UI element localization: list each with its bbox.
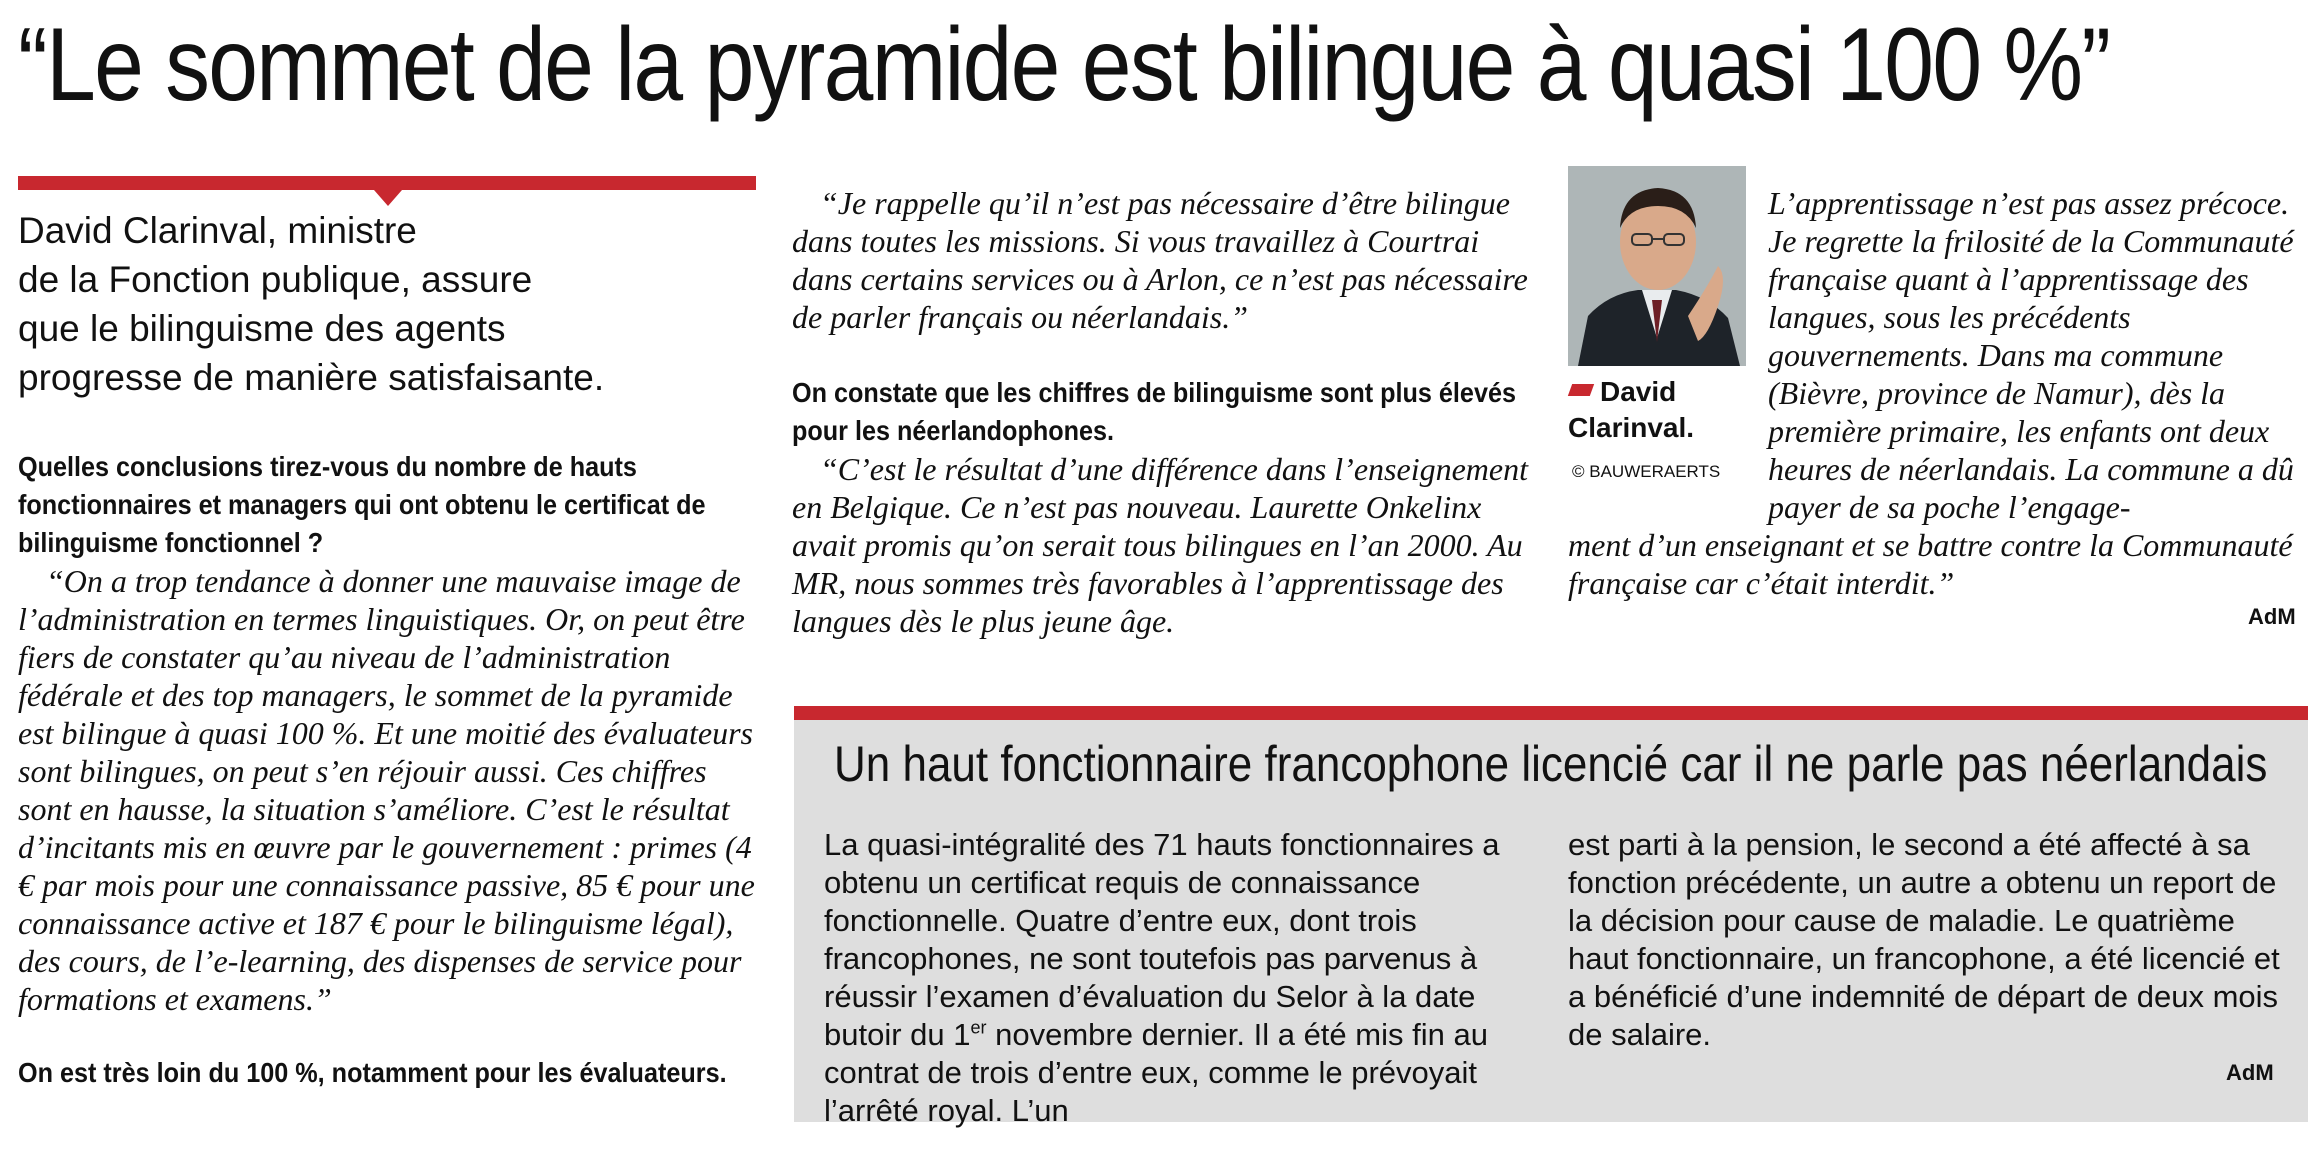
answer-3-text: “C’est le résultat d’une différence dans l’enseignement en Belgique. Ce n’est pas nouveau. Laurette Onkelinx avait promis qu’on serait tous bilingues en l’an 2000. Au MR, nous sommes très favorables à l’apprentissage des langues dès le plus jeune âge. [792,451,1528,639]
signature: AdM [2248,604,2296,629]
answer-4-below: ment d’un enseignant et se battre contre la Communauté française car c’était interdit.” [1568,527,2293,601]
intro-line: de la Fonction publique, assure [18,259,533,300]
box-red-rule [794,706,2308,720]
box-title: Un haut fonctionnaire francophone licencié car il ne parle pas néerlandais [834,736,2268,792]
photo-caption-name: David Clarinval. [1568,376,1695,443]
box-column-right [1568,826,2280,1054]
box-right-text: est parti à la pension, le second a été affecté à sa fonction précédente, un autre a obtenu un report de la décision pour cause de maladie. Le quatrième haut fonctionnaire, un francophone, a été licencié et a bénéficié d’une indemnité de départ de deux mois de salaire. [1568,827,2280,1052]
rule-notch [374,190,402,206]
intro-line: progresse de manière satisfaisante. [18,357,605,398]
portrait-illustration [1568,166,1746,366]
question-2: On est très loin du 100 %, notamment pour les évaluateurs. [18,1057,727,1088]
answer-3 [792,450,1528,640]
answer-1-text: “On a trop tendance à donner une mauvaise image de l’administration en termes linguistiques. Or, on peut être fiers de constater qu’au niveau de l’administration fédérale et des top managers, le sommet de la pyramide est bilingue à quasi 100 %. Et une moitié des évaluateurs sont bilingues, on peut s’en réjouir aussi. Ces chiffres sont en hausse, la situation s’améliore. C’est le résultat d’incitants mis en œuvre par le gouvernement : primes (4 € par mois pour une connaissance passive, 85 € pour une connaissance active et 187 € pour le bilinguisme légal), des cours, de l’e-learning, des dispenses de service pour formations et examens.” [18,563,755,1017]
answer-2 [792,184,1528,336]
intro-line: que le bilinguisme des agents [18,308,506,349]
box-column-left [824,826,1536,1130]
answer-2-text: “Je rappelle qu’il n’est pas nécessaire d’être bilingue dans toutes les missions. Si vous travaillez à Courtrai dans certains services ou à Arlon, ce n’est pas nécessaire de parler français ou néerlandais.” [792,185,1528,335]
headline: “Le sommet de la pyramide est bilingue à quasi 100 %” [18,7,2110,123]
box-left-sup: er [970,1017,987,1038]
photo-caption [1568,374,1748,446]
photo-credit: © BAUWERAERTS [1572,462,1721,481]
intro-line: David Clarinval, ministre [18,210,417,251]
intro-lede [18,206,758,402]
question-3: On constate que les chiffres de bilinguisme sont plus élevés pour les néerlandophones. [792,377,1517,446]
box-signature: AdM [2226,1060,2274,1085]
column-red-rule [18,176,756,190]
question-1: Quelles conclusions tirez-vous du nombre de hauts fonctionnaires et managers qui ont obtenu le certificat de bilinguisme fonctionnel ? [18,451,706,558]
portrait-photo [1568,166,1746,366]
answer-4-beside: L’apprentissage n’est pas assez précoce. Je regrette la frilosité de la Communauté française quant à l’apprentissage des langues, sous les précédents gouvernements. Dans ma commune (Bièvre, province de Namur), dès la première primaire, les enfants ont deux heures de néerlandais. La commune a dû payer de sa poche l’engage- [1768,185,2294,525]
answer-1 [18,562,760,1018]
box-left-text-a: La quasi-intégralité des 71 hauts fonctionnaires a obtenu un certificat requis de connaissance fonctionnelle. Quatre d’entre eux, dont trois francophones, ne sont toutefois pas parvenus à réussir l’examen d’évaluation du Selor à la date butoir du 1 [824,827,1500,1052]
box-left-text-b: novembre dernier. Il a été mis fin au contrat de trois d’entre eux, comme le prévoyait l’arrêté royal. L’un [824,1017,1488,1128]
